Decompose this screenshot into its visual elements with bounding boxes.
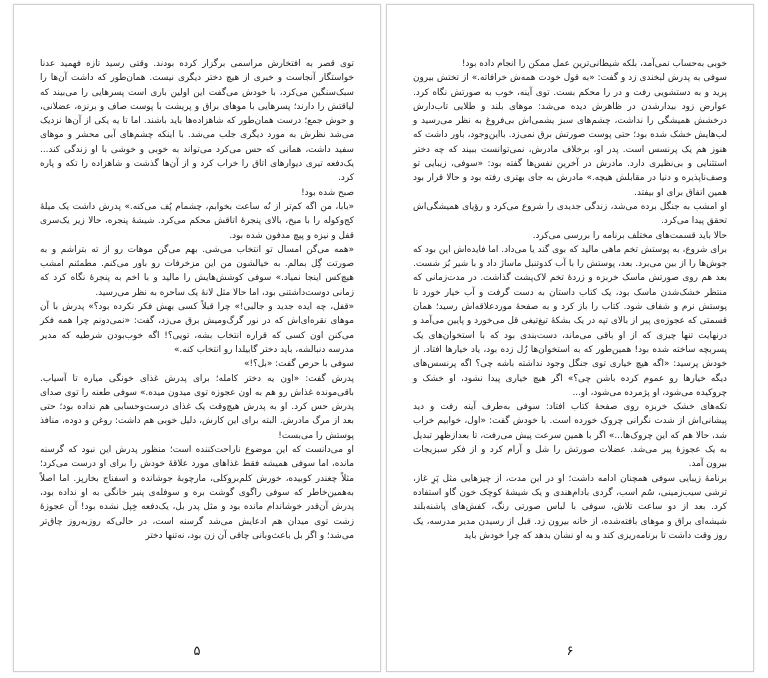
paragraph: توی قصر به افتخارش مراسمی برگزار کرده بودند. وقتی رسید تازه فهمید عدنا خواستگار آنجاست و خبری از هیچ دختر دیگری نیست. همان‌طور که داشت آن‌ها را سبک‌سنگین می‌کرد، با خودش می‌گفت این اولین باری است پسرهایی را می‌بیند که لیاقتش را دارند؛ پسرهایی با موهای براق و پریشت با پوست صاف و برنزه، عضلانی، و حوش جمع؛ درست همان‌طور که شاهزاده‌ها باید باشند. اما تا یه یکی از آن‌ها نزدیک می‌شد نظرش به مورد دیگری جلب می‌شد. با اینکه چشم‌های آبی محشر و موهای سفید داشت، همانی که حس می‌کرد می‌تواند به خوبی و خوشی با او زندگی کند... یک‌دفعه تیری دیوارهای اتاق را خراب کرد و از آن‌ها گذشت و شاهزاده را تکه و پاره کرد. xyxy=(40,59,354,184)
paragraph: او می‌دانست که این موضوع ناراحت‌کننده است؛ منظور پدرش این نبود که گرسنه مانده، اما سوفی همیشه فقط غذاهای مورد علاقهٔ خودش را برای او درست می‌کرد؛ مثلاً چغندر کوبیده، خورش کلم‌بروکلی، مارچوبهٔ جوشانده و اسفناج بخارپز. اما اصلاً به‌همین‌خاطر که سوفی راگوی گوشت بره و سوفله‌ی پنیر خانگی به او نداده بود، پدرش آن‌قدر خوشاندام مانده بود و مثل پدر بل، یک‌دفعه خِپل نشده بود! آن عجوزهٔ زشت توی میدان هم ادعایش می‌شد گرسنه است، در حالی‌که روزبه‌روز چاق‌تر می‌شد؛ و اگر بل باعث‌وبانی چاقی آن زن بود، نه‌تنها دختر xyxy=(40,445,354,541)
page-number: ۶ xyxy=(566,644,574,659)
paragraph: حالا باید قسمت‌های مختلف برنامه را بررسی می‌کرد. xyxy=(532,230,727,241)
left-page xyxy=(13,4,381,672)
paragraph: او امشب به جنگل برده می‌شد، زندگی جدیدی را شروع می‌کرد و رؤیای همیشگی‌اش تحقق پیدا می‌کرد. xyxy=(413,201,727,227)
paragraph: «قفل، چه ایده جدید و جالبی!» چرا قبلاً کسی بهش فکر نکرده بود؟» پدرش با آن موهای نقره‌ای‌اش که در نور گرگ‌ومیش برق می‌زد، گفت: «نمی‌دونم چرا همه فکر می‌کنن اون کسی که قراره انتخاب بشه، تویی؟! اگه خوب‌بودن شرطیه که مدیر مدرسه دنبالشه، باید دختر گابیلدا رو انتخاب کنه.» xyxy=(40,302,354,355)
left-page-text xyxy=(40,57,354,543)
paragraph: برنامهٔ زیبایی سوفی همچنان ادامه داشت؛ او در این مدت، از چیزهایی مثل پَرِ غاز، ترشی سیب‌زمینی، سُم اسب، گردی بادام‌هندی و یک شیشهٔ کوچک خون گاو استفاده کرد. بعد از دو ساعت تلاش، سوفی با لباس صورتی رنگ، کفش‌های پاشنه‌بلند شیشه‌ای براق و موهای بافته‌شده، از خانه بیرون زد. قبل از رسیدن مدیر مدرسه، یک روز وقت داشت تا برنامه‌ریزی کند و به او نشان بدهد که چرا خودش باید xyxy=(413,473,727,541)
paragraph: سوفی به پدرش لبخندی زد و گفت: «به قول خودت همه‌ش خرافاته.» از تختش بیرون پرید و به دستشویی رفت و در را محکم بست. توی آینه، خوب به صورتش نگاه کرد. عوارض زود بیدارشدن در ظاهرش دیده می‌شد: موهای بلند و طلایی تاب‌دارش درخشش همیشگی را نداشت، چشم‌های سبز یشمی‌اش بی‌فروغ به نظر می‌رسید و لب‌هایش خشک شده بود؛ حتی پوست صورتش برق نمی‌زد. با‌این‌وجود، باور داشت که هنوز هم یک پرنسس است. پدر او، برخلاف مادرش، نمی‌توانست ببیند که چه دختر استثنایی و بی‌نظیری دارد. مادرش در آخرین نفس‌ها گفته بود: «سوفی، زیبایی تو وصف‌ناپذیره و دنیا در مقابلش هیچه.» مادرش به جای بهتری رفته بود و حالا قرار بود همین اتفاق برای او بیفتد. xyxy=(413,73,727,198)
paragraph: صبح شده بود! xyxy=(301,187,354,198)
right-page-text xyxy=(413,57,727,543)
paragraph: «بابا، من اگه کم‌تر از نُه ساعت بخوابم، چشمام پُف می‌کنه.» پدرش داشت یک میلهٔ کج‌وکوله را با میخ، بالای پنجرهٔ اتاقش محکم می‌کرد. شیشهٔ پنجره، حالا زیر یک‌سری قفل و نیزه و پیچ مدفون شده بود. xyxy=(40,201,354,241)
paragraph: «همه می‌گن امسال تو انتخاب می‌شی. بهم می‌گن موهات رو از ته بتراشم و به صورتت گِل بمالم. به خیالشون من این مزخرفات رو باور می‌کنم. مطمئنم امشب هیچ‌کس اینجا نمیاد.» سوفی کوشش‌هایش را مالید و با اخم به پنجرهٔ نگاه کرد که زمانی دوست‌داشتنی بود، اما حالا مثل لانهٔ یک ساحره به نظر می‌رسید. xyxy=(40,244,354,298)
right-page xyxy=(386,4,754,672)
paragraph: سوفی با حرص گفت: «بل؟!» xyxy=(244,359,354,370)
paragraph: خوبی به‌حساب نمی‌آمد، بلکه شیطانی‌ترین عمل ممکن را انجام داده بود! xyxy=(461,59,727,69)
paragraph: تکه‌های خشک خربزه روی صفحهٔ کتاب افتاد: سوفی به‌طرف آینه رفت و دید پیشانی‌اش از شدت نگرانی چروک خورده است. با خودش گفت: «اول، خوابیم خراب شد، حالا هم که این چروک‌ها...» اگر با همین سرعت پیش می‌رفت، تا بعدازظهر تبدیل به یک عجوزهٔ پیر می‌شد. عضلات صورتش را شل و آرام کرد و از فکر سبزیجات بیرون آمد. xyxy=(413,402,727,470)
paragraph: برای شروع، به پوستش تخم ماهی مالید که بوی گند یا می‌داد. اما فایده‌اش این بود که جوش‌ها را از بین می‌برد. بعد، پوستش را با آب کدوتنبل ماساژ داد و با شیر بُز شست. بعد هم روی صورتش ماسک خربزه و زردهٔ تخم لاک‌پشت گذاشت. در مدت‌زمانی که منتظر خشک‌شدن ماسک بود، یک کتاب داستان به دست گرفت و آب خیار خورد تا پوستش نرم و شفاف شود. کتاب را باز کرد و به صفحهٔ مورد‌علاقه‌اش رسید؛ همان قسمتی که عجوزه‌ی پیر از بالای تپه در یک بشکهٔ تیغ‌تیغی قل می‌خورد و پایین می‌آمد و درنهایت تنها چیزی که از او باقی می‌ماند، دست‌بندی بود که با استخوان‌های یک پسربچه ساخته شده بود! همین‌طور که به استخوان‌ها زُل زده بود، یاد خیارها افتاد. از خودش پرسید: «اگه هیچ خیاری توی جنگل وجود نداشته باشه چی؟ اگه پرنسس‌های دیگه خیارها رو عموم کرده باشن چی؟» اگر هیچ خیاری پیدا نشود، او خشک و چروکیده می‌شود، او پژمرده می‌شود، او... xyxy=(413,244,727,398)
page-number: ۵ xyxy=(193,644,201,659)
paragraph: پدرش گفت: «اون یه دختر کامله؛ برای پدرش غذای خونگی میاره تا آسیاب. باقی‌مونده غذاش رو هم به اون عجوزه توی میدون میده.» سوفی طعنه را توی صدای پدرش حس کرد. او به پدرش هیچ‌وقت یک غذای درست‌وحسابی هم نداده بود؛ حتی بعد از مرگ مادرش. البته برای این کارش، دلیل خوبی هم داشت: روغن و دوده، منافذ پوستش را می‌بست! xyxy=(40,373,354,441)
